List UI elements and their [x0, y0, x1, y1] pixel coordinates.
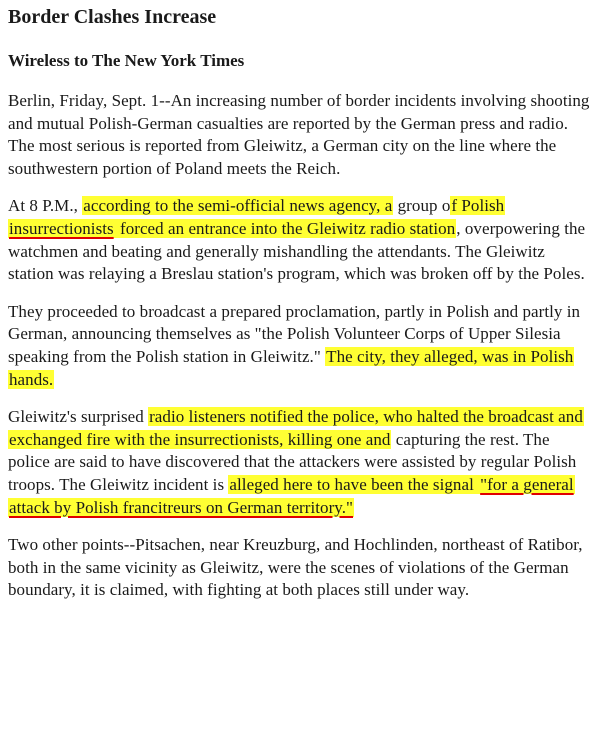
highlighted-underlined-text: insurrectionists: [9, 218, 114, 238]
text-span: group o: [393, 196, 451, 216]
highlighted-text: radio listeners notified the police, who halted the broadcast and exchanged fire with the insurrectionists, killing one and: [9, 407, 583, 449]
paragraph-2: [8, 195, 592, 285]
headline: Border Clashes Increase: [8, 6, 217, 28]
paragraph-4: [8, 406, 592, 519]
paragraph-5: Two other points--Pitsachen, near Kreuzburg, and Hochlinden, northeast of Ratibor, both in the same vicinity as Gleiwitz, were the scenes of violations of the German boundary, it is claimed, with fighting at both places still under way.: [8, 535, 583, 600]
highlighted-text: forced an entrance into the Gleiwitz radio station: [115, 218, 456, 238]
text-span: , overpowering the watchmen and beating and generally mishandling the attendants. The Gleiwitz station was relaying a Breslau station's program, which was broken off by the Poles.: [8, 218, 586, 284]
text-span: They proceeded to broadcast a prepared proclamation, partly in Polish and partly in German, announcing themselves as "the Polish Volunteer Corps of Upper Silesia speaking from the Polish station in Gleiwitz.": [8, 301, 581, 366]
text-span: At 8 P.M.,: [8, 196, 83, 216]
highlighted-text: alleged here to have been the signal: [229, 474, 479, 494]
article: [8, 4, 592, 617]
byline: Wireless to The New York Times: [8, 51, 245, 70]
text-span: Gleiwitz's surprised: [8, 407, 149, 427]
highlighted-underlined-text: "for a general attack by Polish francitreurs on German territory.": [9, 474, 574, 517]
text-span: capturing the rest. The police are said to have discovered that the attackers were assisted by regular Polish troops. The Gleiwitz incident is: [8, 429, 577, 494]
highlighted-text: f Polish: [451, 196, 505, 216]
highlighted-text: according to the semi-official news agency, a: [83, 196, 393, 216]
paragraph-3: [8, 301, 592, 391]
paragraph-1: Berlin, Friday, Sept. 1--An increasing number of border incidents involving shooting and mutual Polish-German casualties are reported by the German press and radio. The most serious is reported from Gleiwitz, a German city on the line where the southwestern portion of Poland meets the Reich.: [8, 91, 590, 178]
highlighted-text: The city, they alleged, was in Polish hands.: [9, 346, 574, 389]
